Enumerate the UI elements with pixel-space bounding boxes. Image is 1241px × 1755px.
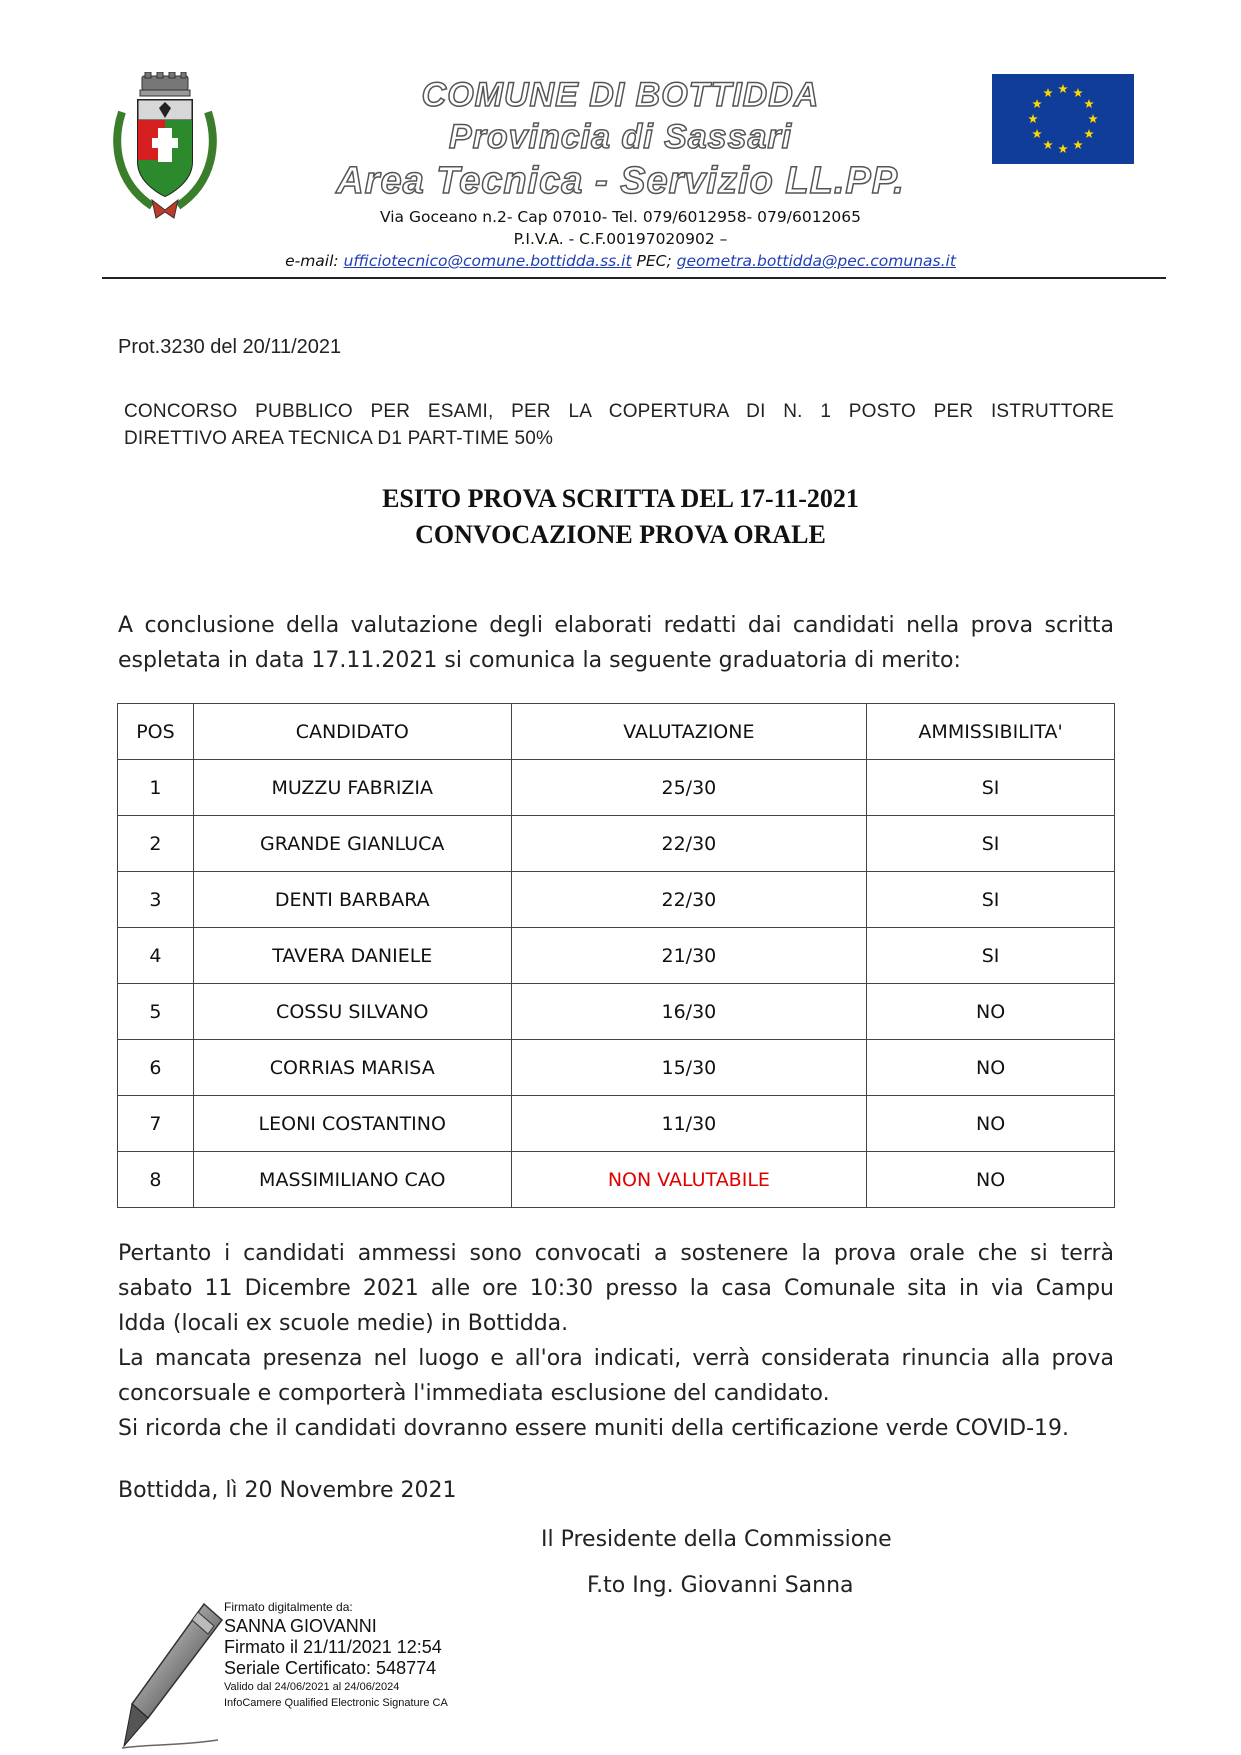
table-row [118, 1152, 1115, 1208]
cell-candidate: TAVERA DANIELE [193, 928, 511, 984]
header-address: Via Goceano n.2- Cap 07010- Tel. 079/6012958- 079/6012065 [379, 208, 862, 226]
header-score: VALUTAZIONE [511, 704, 867, 760]
table-row [118, 928, 1115, 984]
signature-ca: InfoCamere Qualified Electronic Signature CA [224, 1697, 448, 1709]
body-line: Si ricorda che il candidati dovranno essere muniti della certificazione verde COVID-19. [118, 1416, 1070, 1441]
table-row [118, 816, 1115, 872]
signature-name: SANNA GIOVANNI [224, 1616, 377, 1636]
header-candidate: CANDIDATO [193, 704, 511, 760]
competition-subject [124, 398, 1114, 452]
cell-pos: 6 [118, 1040, 194, 1096]
body-line: La mancata presenza nel luogo e all'ora indicati, verrà considerata rinuncia alla prova [118, 1346, 1114, 1371]
cell-admissibility: SI [867, 816, 1115, 872]
header-admissibility: AMMISSIBILITA' [867, 704, 1115, 760]
cell-candidate: DENTI BARBARA [193, 872, 511, 928]
cell-admissibility: SI [867, 872, 1115, 928]
header-vat: P.I.V.A. - C.F.00197020902 – [513, 230, 728, 248]
email-label: e-mail: [285, 252, 339, 270]
signature-validity: Valido dal 24/06/2021 al 24/06/2024 [224, 1681, 400, 1693]
table-row [118, 1040, 1115, 1096]
cell-score: 15/30 [511, 1040, 867, 1096]
intro-line2: espletata in data 17.11.2021 si comunica la seguente graduatoria di merito: [118, 648, 961, 673]
province-title: Provincia di Sassari [448, 118, 793, 156]
cell-candidate: CORRIAS MARISA [193, 1040, 511, 1096]
cell-score: 16/30 [511, 984, 867, 1040]
department-title: Area Tecnica - Servizio LL.PP. [336, 160, 905, 202]
header-email-line [0, 252, 1241, 270]
cell-pos: 2 [118, 816, 194, 872]
document-title: ESITO PROVA SCRITTA DEL 17-11-2021 [382, 484, 859, 513]
competition-subject-line1: CONCORSO PUBBLICO PER ESAMI, PER LA COPERTURA DI N. 1 POSTO PER ISTRUTTORE [124, 401, 1114, 422]
president-title: Il Presidente della Commissione [541, 1527, 892, 1552]
email-link-pec[interactable]: geometra.bottidda@pec.comunas.it [676, 252, 956, 270]
municipality-title: COMUNE DI BOTTIDDA [421, 76, 820, 114]
header-divider [102, 277, 1166, 279]
protocol-number: Prot.3230 del 20/11/2021 [118, 336, 342, 358]
president-name: F.to Ing. Giovanni Sanna [587, 1573, 854, 1598]
cell-score: 25/30 [511, 760, 867, 816]
email-link-office[interactable]: ufficiotecnico@comune.bottidda.ss.it [343, 252, 632, 270]
body-line: concorsuale e comporterà l'immediata esclusione del candidato. [118, 1381, 830, 1406]
header-pos: POS [118, 704, 194, 760]
table-row [118, 760, 1115, 816]
table-row [118, 984, 1115, 1040]
signature-label: Firmato digitalmente da: [224, 1600, 353, 1614]
cell-candidate: MASSIMILIANO CAO [193, 1152, 511, 1208]
pen-icon [118, 1600, 228, 1750]
competition-subject-line2: DIRETTIVO AREA TECNICA D1 PART-TIME 50% [124, 428, 554, 449]
cell-pos: 7 [118, 1096, 194, 1152]
table-row [118, 872, 1115, 928]
cell-pos: 4 [118, 928, 194, 984]
cell-score: 11/30 [511, 1096, 867, 1152]
cell-score: 21/30 [511, 928, 867, 984]
table-row [118, 1096, 1115, 1152]
cell-candidate: MUZZU FABRIZIA [193, 760, 511, 816]
cell-admissibility: SI [867, 760, 1115, 816]
pec-label: PEC; [636, 252, 672, 270]
cell-pos: 5 [118, 984, 194, 1040]
signature-serial: Seriale Certificato: 548774 [224, 1658, 437, 1678]
cell-pos: 8 [118, 1152, 194, 1208]
body-line: sabato 11 Dicembre 2021 alle ore 10:30 presso la casa Comunale sita in via Campu [118, 1276, 1114, 1301]
cell-candidate: COSSU SILVANO [193, 984, 511, 1040]
convocation-paragraph [118, 1236, 1114, 1446]
cell-pos: 1 [118, 760, 194, 816]
intro-paragraph [118, 608, 1114, 678]
document-subtitle: CONVOCAZIONE PROVA ORALE [415, 520, 826, 549]
cell-admissibility: NO [867, 1096, 1115, 1152]
cell-admissibility: NO [867, 984, 1115, 1040]
cell-candidate: LEONI COSTANTINO [193, 1096, 511, 1152]
intro-line1: A conclusione della valutazione degli elaborati redatti dai candidati nella prova scritta [118, 613, 1114, 638]
cell-admissibility: NO [867, 1152, 1115, 1208]
cell-admissibility: SI [867, 928, 1115, 984]
cell-candidate: GRANDE GIANLUCA [193, 816, 511, 872]
body-line: Pertanto i candidati ammessi sono convocati a sostenere la prova orale che si terrà [118, 1241, 1114, 1266]
table-header-row [118, 704, 1115, 760]
place-date: Bottidda, lì 20 Novembre 2021 [118, 1478, 457, 1503]
cell-admissibility: NO [867, 1040, 1115, 1096]
body-line: Idda (locali ex scuole medie) in Bottidda. [118, 1311, 569, 1336]
cell-pos: 3 [118, 872, 194, 928]
signature-date: Firmato il 21/11/2021 12:54 [224, 1637, 442, 1657]
cell-score-not-evaluable: NON VALUTABILE [511, 1152, 867, 1208]
cell-score: 22/30 [511, 872, 867, 928]
ranking-table [117, 703, 1115, 1208]
eu-flag-icon [992, 74, 1134, 164]
cell-score: 22/30 [511, 816, 867, 872]
